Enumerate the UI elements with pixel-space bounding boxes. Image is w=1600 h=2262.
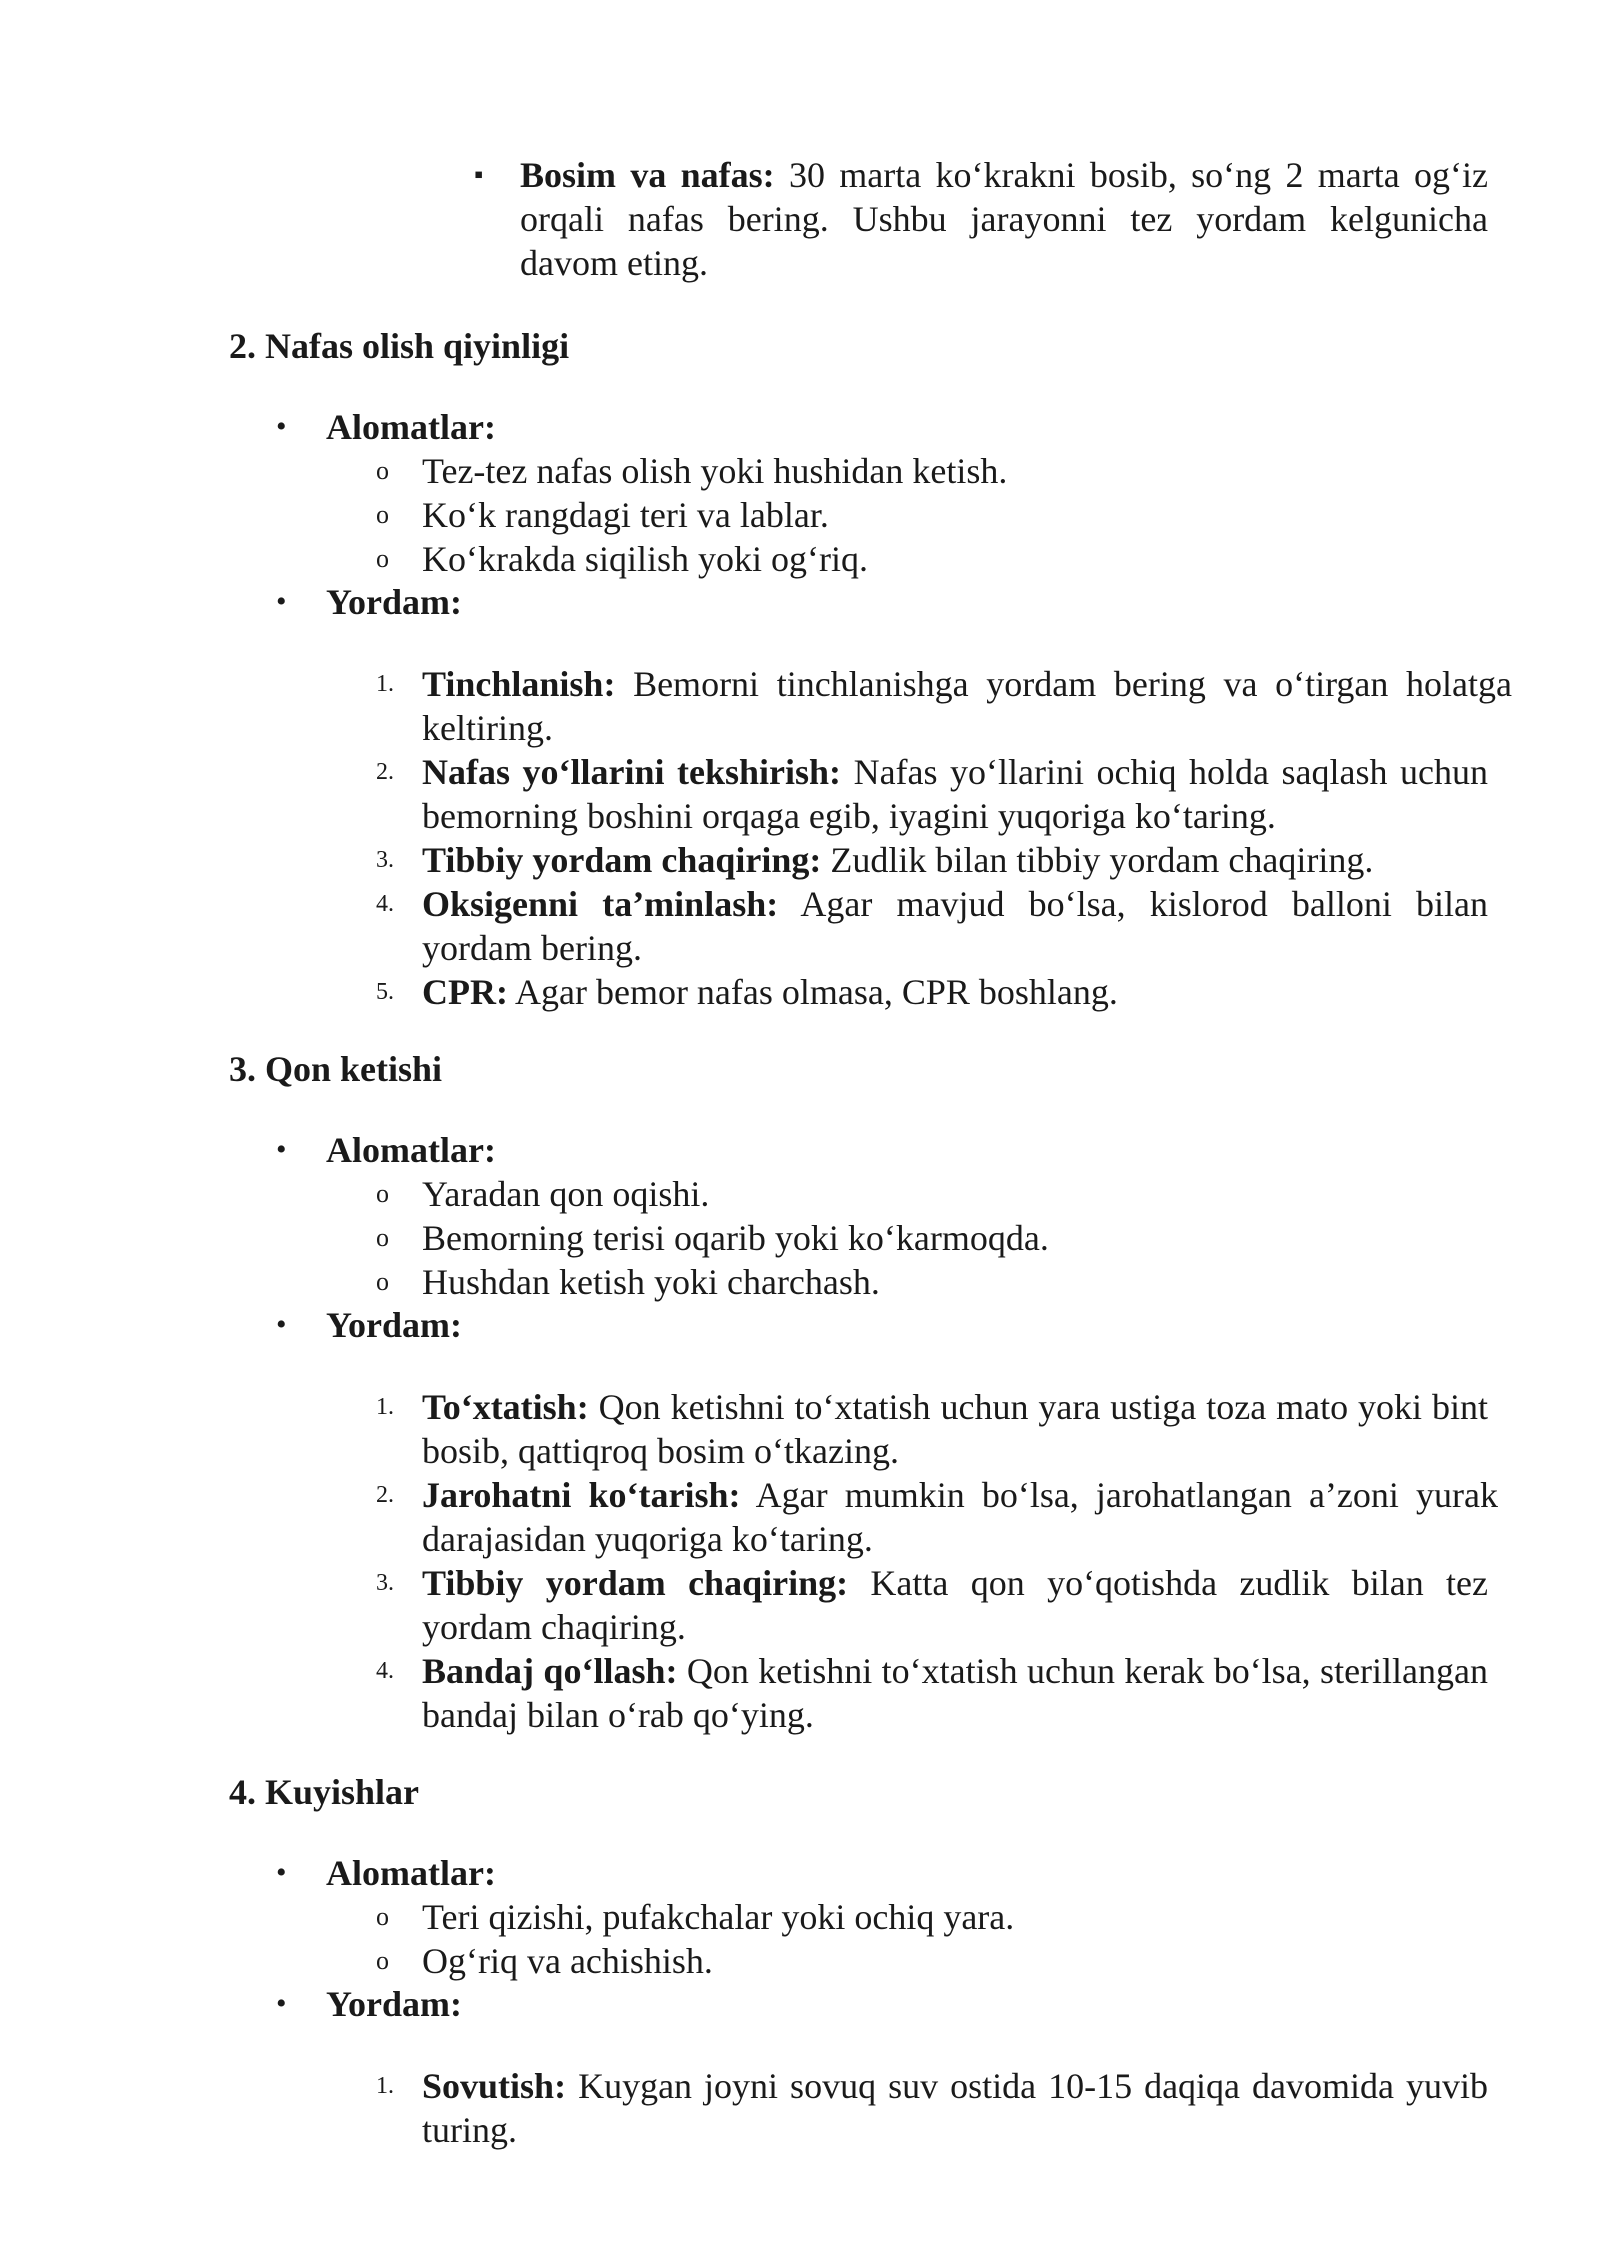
- list-item: [422, 970, 1488, 1014]
- item-heading: Bosim va nafas:: [520, 155, 775, 195]
- step-text: Agar mavjud bo‘lsa, kislorod balloni bilan yordam bering.: [422, 884, 1488, 968]
- square-bullet-icon: ▪: [474, 160, 484, 189]
- step-heading: CPR:: [422, 972, 508, 1012]
- step-heading: Jarohatni ko‘tarish:: [422, 1475, 741, 1515]
- step-number: 2.: [376, 759, 394, 785]
- circle-bullet-icon: o: [376, 1946, 389, 1975]
- step-text: Bemorni tinchlanishga yordam bering va o‘tirgan holatga keltiring.: [422, 664, 1512, 748]
- circle-bullet-icon: o: [376, 1267, 389, 1296]
- list-item: Bemorning terisi oqarib yoki ko‘karmoqda.: [422, 1218, 1049, 1258]
- help-label: Yordam:: [326, 582, 462, 622]
- symptoms-label: Alomatlar:: [326, 407, 496, 447]
- help-label: Yordam:: [326, 1984, 462, 2024]
- bullet-icon: •: [276, 1133, 287, 1166]
- step-heading: Sovutish:: [422, 2066, 567, 2106]
- list-item: Hushdan ketish yoki charchash.: [422, 1262, 880, 1302]
- list-item: [422, 1649, 1488, 1737]
- list-item: [422, 838, 1488, 882]
- step-text: Agar mumkin bo‘lsa, jarohatlangan a’zoni yurak darajasidan yuqoriga ko‘taring.: [422, 1475, 1498, 1559]
- step-heading: To‘xtatish:: [422, 1387, 589, 1427]
- list-item: [422, 662, 1512, 750]
- list-item: Tez-tez nafas olish yoki hushidan ketish.: [422, 451, 1008, 491]
- bullet-icon: •: [276, 1987, 287, 2020]
- step-number: 4.: [376, 1658, 394, 1684]
- step-heading: Bandaj qo‘llash:: [422, 1651, 678, 1691]
- list-item: [422, 882, 1488, 970]
- list-item: Ko‘k rangdagi teri va lablar.: [422, 495, 829, 535]
- list-item: Og‘riq va achishish.: [422, 1941, 713, 1981]
- step-text: Qon ketishni to‘xtatish uchun kerak bo‘lsa, sterillangan bandaj bilan o‘rab qo‘ying.: [422, 1651, 1488, 1735]
- list-item: [422, 2064, 1488, 2152]
- step-text: Nafas yo‘llarini ochiq holda saqlash uchun bemorning boshini orqaga egib, iyagini yuqoriga ko‘taring.: [422, 752, 1489, 836]
- section-title: 4. Kuyishlar: [229, 1772, 420, 1812]
- step-text: Kuygan joyni sovuq suv ostida 10-15 daqiqa davomida yuvib turing.: [422, 2066, 1488, 2150]
- circle-bullet-icon: o: [376, 544, 389, 573]
- circle-bullet-icon: o: [376, 456, 389, 485]
- symptoms-label: Alomatlar:: [326, 1130, 496, 1170]
- step-number: 3.: [376, 1570, 394, 1596]
- step-number: 1.: [376, 1394, 394, 1420]
- list-item: Ko‘krakda siqilish yoki og‘riq.: [422, 539, 868, 579]
- step-heading: Tibbiy yordam chaqiring:: [422, 1563, 849, 1603]
- step-heading: Tibbiy yordam chaqiring:: [422, 840, 822, 880]
- step-number: 4.: [376, 891, 394, 917]
- section-title: 3. Qon ketishi: [229, 1049, 443, 1089]
- item-text: 30 marta ko‘krakni bosib, so‘ng 2 marta og‘iz orqali nafas bering. Ushbu jarayonni tez yordam kelgunicha davom eting.: [520, 155, 1488, 283]
- list-item: [422, 1473, 1498, 1561]
- circle-bullet-icon: o: [376, 1223, 389, 1252]
- bullet-icon: •: [276, 410, 287, 443]
- step-text: Zudlik bilan tibbiy yordam chaqiring.: [821, 840, 1374, 880]
- step-number: 2.: [376, 1482, 394, 1508]
- list-item: Teri qizishi, pufakchalar yoki ochiq yara.: [422, 1897, 1015, 1937]
- step-heading: Oksigenni ta’minlash:: [422, 884, 779, 924]
- circle-bullet-icon: o: [376, 1179, 389, 1208]
- list-item: [422, 1385, 1488, 1473]
- bullet-icon: •: [276, 1308, 287, 1341]
- step-heading: Tinchlanish:: [422, 664, 616, 704]
- bullet-icon: •: [276, 585, 287, 618]
- list-item: [422, 750, 1488, 838]
- step-text: Katta qon yo‘qotishda zudlik bilan tez yordam chaqiring.: [422, 1563, 1488, 1647]
- step-number: 1.: [376, 671, 394, 697]
- step-number: 5.: [376, 979, 394, 1005]
- circle-bullet-icon: o: [376, 1902, 389, 1931]
- section-title: 2. Nafas olish qiyinligi: [229, 326, 570, 366]
- list-item: [422, 1561, 1488, 1649]
- symptoms-label: Alomatlar:: [326, 1853, 496, 1893]
- list-item: [520, 153, 1488, 285]
- step-text: Agar bemor nafas olmasa, CPR boshlang.: [507, 972, 1118, 1012]
- step-text: Qon ketishni to‘xtatish uchun yara ustiga toza mato yoki bint bosib, qattiqroq bosim o‘tkazing.: [422, 1387, 1488, 1471]
- step-number: 1.: [376, 2073, 394, 2099]
- bullet-icon: •: [276, 1856, 287, 1889]
- step-heading: Nafas yo‘llarini tekshirish:: [422, 752, 842, 792]
- circle-bullet-icon: o: [376, 500, 389, 529]
- step-number: 3.: [376, 847, 394, 873]
- list-item: Yaradan qon oqishi.: [422, 1174, 710, 1214]
- help-label: Yordam:: [326, 1305, 462, 1345]
